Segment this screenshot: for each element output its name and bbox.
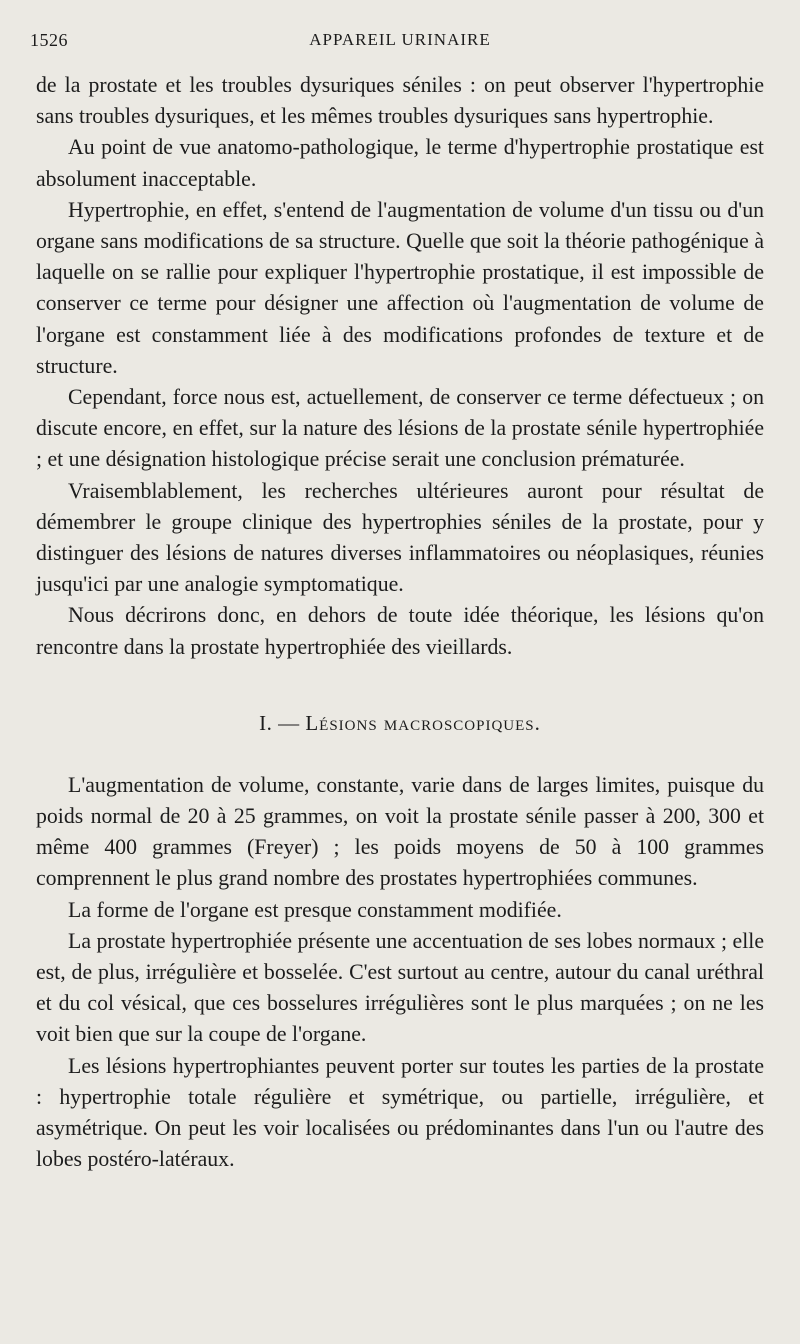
- paragraph: La prostate hypertrophiée présente une accentuation de ses lobes normaux ; elle est, de plus, irrégulière et bosselée. C'est surtout au centre, autour du canal uréthral et du col vésical, que ces bosselures irrégulières sont le plus marquées ; on ne les voit bien que sur la coupe de l'organe.: [36, 928, 764, 1047]
- paragraph: Les lésions hypertrophiantes peuvent porter sur toutes les parties de la prostate : hypertrophie totale régulière et symétrique, ou partielle, irrégulière, et asymétrique. On peut les voir localisées ou prédominantes dans l'un ou l'autre des lobes postéro-latéraux.: [36, 1053, 764, 1172]
- page-header: [30, 30, 760, 60]
- paragraph: L'augmentation de volume, constante, varie dans de larges limites, puisque du poids normal de 20 à 25 grammes, on voit la prostate sénile passer à 200, 300 et même 400 grammes (Freyer) ; les poids moyens de 50 à 100 grammes comprennent le plus grand nombre des prostates hypertrophiées communes.: [36, 772, 764, 891]
- section-heading: [36, 708, 764, 739]
- paragraph: La forme de l'organe est presque constamment modifiée.: [68, 897, 562, 922]
- paragraph: Nous décrirons donc, en dehors de toute idée théorique, les lésions qu'on rencontre dans la prostate hypertrophiée des vieillards.: [36, 603, 764, 659]
- paragraph: Hypertrophie, en effet, s'entend de l'augmentation de volume d'un tissu ou d'un organe sans modifications de sa structure. Quelle que soit la théorie pathogénique à laquelle on se rallie pour expliquer l'hypertrophie prostatique, il est impossible de conserver ce terme pour désigner une affection où l'augmentation de volume de l'organe est constamment liée à des modifications profondes de texture et de structure.: [36, 197, 764, 378]
- body-text: [36, 70, 764, 1176]
- section-title: Lésions macroscopiques.: [305, 710, 541, 735]
- section-numeral: I. —: [259, 710, 306, 735]
- paragraph: Au point de vue anatomo-pathologique, le terme d'hypertrophie prostatique est absolument inacceptable.: [36, 135, 764, 191]
- page-number: 1526: [30, 30, 68, 50]
- paragraph-continuation: de la prostate et les troubles dysuriques séniles : on peut observer l'hypertrophie sans troubles dysuriques, et les mêmes troubles dysuriques sans hypertrophie.: [36, 73, 764, 129]
- running-title: APPAREIL URINAIRE: [309, 30, 491, 49]
- paragraph: Cependant, force nous est, actuellement, de conserver ce terme défectueux ; on discute encore, en effet, sur la nature des lésions de la prostate sénile hypertrophiée ; et une désignation histologique précise serait une conclusion prématurée.: [36, 385, 764, 472]
- paragraph: Vraisemblablement, les recherches ultérieures auront pour résultat de démembrer le groupe clinique des hypertrophies séniles de la prostate, pour y distinguer des lésions de natures diverses inflammatoires ou néoplasiques, réunies jusqu'ici par une analogie symptomatique.: [36, 478, 764, 597]
